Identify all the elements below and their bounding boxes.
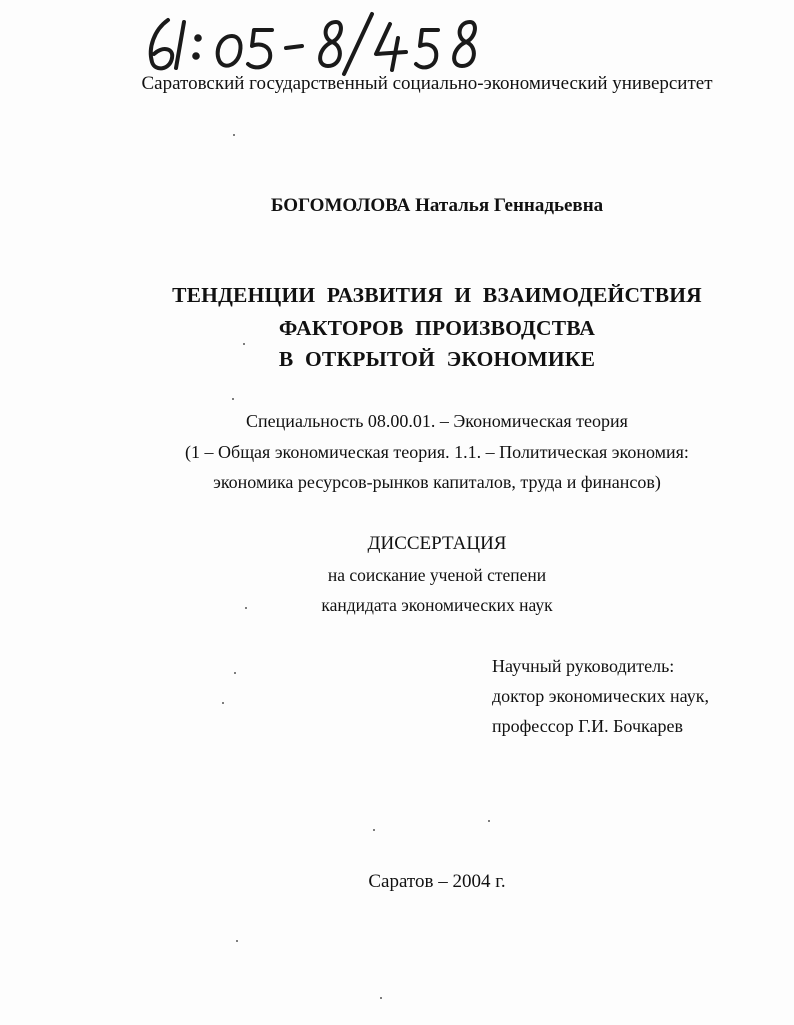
title-line-1: ТЕНДЕНЦИИ РАЗВИТИЯ И ВЗАИМОДЕЙСТВИЯ	[172, 283, 702, 307]
title-line-2: ФАКТОРОВ ПРОИЗВОДСТВА	[278, 316, 596, 340]
scan-speck	[234, 672, 236, 674]
scan-speck	[236, 940, 238, 942]
scan-speck	[488, 820, 490, 822]
handwritten-catalog-number	[140, 8, 500, 78]
supervisor-label: Научный руководитель:	[492, 656, 675, 676]
university-name: Саратовский государственный социально-экономический университет	[141, 73, 713, 94]
city-year: Саратов – 2004 г.	[368, 871, 506, 892]
degree-line-1: на соискание ученой степени	[327, 565, 547, 585]
handwritten-catalog-number-drawing	[140, 8, 500, 78]
scan-speck	[222, 702, 224, 704]
scan-speck	[380, 997, 382, 999]
scan-speck	[373, 829, 375, 831]
specialty-line-1: Специальность 08.00.01. – Экономическая теория	[246, 411, 628, 431]
dissertation-heading: ДИССЕРТАЦИЯ	[367, 533, 507, 554]
supervisor-name: профессор Г.И. Бочкарев	[492, 716, 683, 736]
scan-speck	[232, 398, 234, 400]
scan-speck	[245, 607, 247, 609]
specialty-line-3: экономика ресурсов-рынков капиталов, труда и финансов)	[213, 472, 661, 492]
degree-line-2: кандидата экономических наук	[321, 595, 553, 615]
scan-speck	[243, 343, 245, 345]
specialty-line-2: (1 – Общая экономическая теория. 1.1. – Политическая экономия:	[185, 442, 689, 462]
title-line-3: В ОТКРЫТОЙ ЭКОНОМИКЕ	[278, 347, 596, 371]
scan-speck	[233, 134, 235, 136]
supervisor-degree: доктор экономических наук,	[492, 686, 709, 706]
author-name: БОГОМОЛОВА Наталья Геннадьевна	[270, 195, 604, 216]
